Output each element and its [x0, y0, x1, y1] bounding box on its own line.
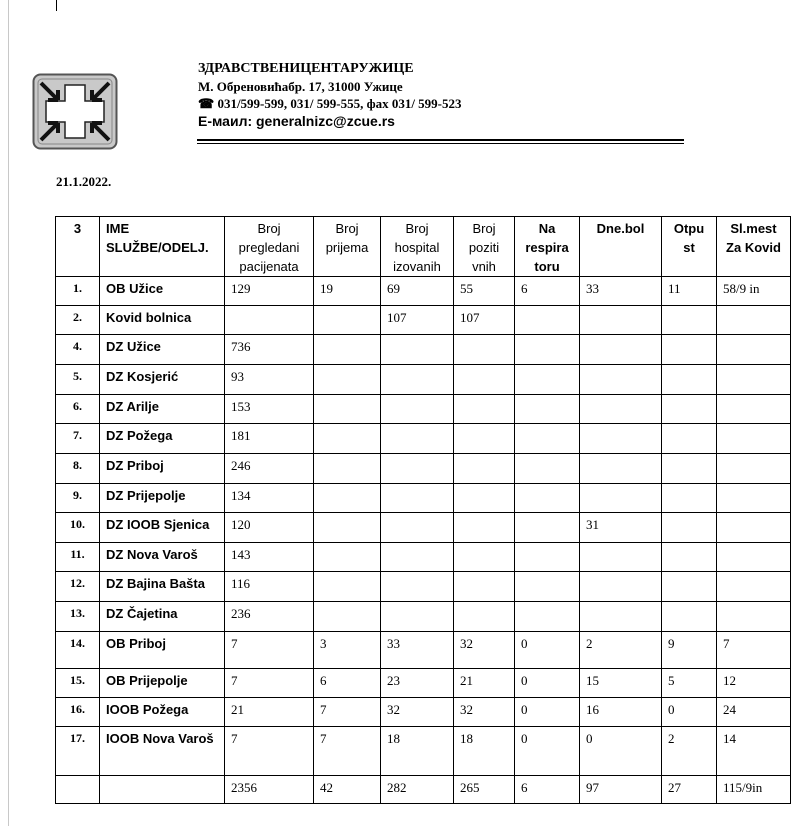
value-cell	[580, 484, 662, 513]
row-number-cell: 9.	[56, 484, 100, 513]
value-cell: 5	[662, 669, 717, 698]
value-cell	[314, 572, 381, 602]
value-cell: 31	[580, 513, 662, 543]
value-cell	[381, 543, 454, 572]
value-cell	[314, 602, 381, 632]
value-cell	[381, 572, 454, 602]
row-number-cell: 2.	[56, 306, 100, 335]
value-cell	[662, 335, 717, 365]
value-cell: 93	[225, 365, 314, 395]
value-cell: 18	[381, 727, 454, 776]
row-number-cell	[56, 776, 100, 804]
value-cell	[515, 543, 580, 572]
value-cell: 282	[381, 776, 454, 804]
value-cell	[515, 335, 580, 365]
value-cell: 42	[314, 776, 381, 804]
value-cell	[454, 602, 515, 632]
value-cell	[515, 395, 580, 424]
table-row	[56, 306, 791, 335]
value-cell	[717, 602, 791, 632]
value-cell: 6	[314, 669, 381, 698]
value-cell	[454, 543, 515, 572]
department-name-cell: Kovid bolnica	[100, 306, 225, 335]
table-row	[56, 365, 791, 395]
value-cell: 0	[515, 698, 580, 727]
value-cell	[662, 306, 717, 335]
row-number-cell: 5.	[56, 365, 100, 395]
value-cell: 143	[225, 543, 314, 572]
value-cell	[662, 572, 717, 602]
value-cell	[225, 306, 314, 335]
header-rule-thick	[197, 139, 684, 141]
table-row	[56, 572, 791, 602]
value-cell: 246	[225, 454, 314, 484]
value-cell: 129	[225, 277, 314, 306]
value-cell: 236	[225, 602, 314, 632]
department-name-cell: IOOB Požega	[100, 698, 225, 727]
col-header-examined: Broj pregledani pacijenata	[225, 217, 314, 277]
value-cell	[381, 454, 454, 484]
value-cell: 15	[580, 669, 662, 698]
value-cell	[515, 365, 580, 395]
value-cell: 11	[662, 277, 717, 306]
department-name-cell: DZ Bajina Bašta	[100, 572, 225, 602]
value-cell	[662, 395, 717, 424]
value-cell	[580, 454, 662, 484]
value-cell	[314, 484, 381, 513]
value-cell: 33	[381, 632, 454, 669]
department-name-cell: IOOB Nova Varoš	[100, 727, 225, 776]
value-cell	[717, 395, 791, 424]
value-cell	[515, 306, 580, 335]
value-cell: 7	[225, 632, 314, 669]
value-cell: 14	[717, 727, 791, 776]
value-cell	[662, 602, 717, 632]
row-number-cell: 11.	[56, 543, 100, 572]
value-cell	[381, 602, 454, 632]
value-cell	[717, 513, 791, 543]
value-cell: 0	[515, 632, 580, 669]
col-header-number: 3	[56, 217, 100, 277]
value-cell: 7	[225, 669, 314, 698]
value-cell	[580, 543, 662, 572]
value-cell	[454, 572, 515, 602]
value-cell	[717, 572, 791, 602]
value-cell: 32	[454, 632, 515, 669]
department-name-cell: DZ Užice	[100, 335, 225, 365]
value-cell	[454, 335, 515, 365]
value-cell: 55	[454, 277, 515, 306]
value-cell	[454, 454, 515, 484]
value-cell: 23	[381, 669, 454, 698]
value-cell	[580, 572, 662, 602]
department-name-cell: OB Priboj	[100, 632, 225, 669]
table-header-row	[56, 217, 791, 277]
row-number-cell: 17.	[56, 727, 100, 776]
value-cell	[580, 395, 662, 424]
department-name-cell: OB Prijepolje	[100, 669, 225, 698]
table-row	[56, 395, 791, 424]
value-cell: 134	[225, 484, 314, 513]
value-cell	[662, 543, 717, 572]
department-name-cell: DZ Čajetina	[100, 602, 225, 632]
department-name-cell	[100, 776, 225, 804]
value-cell	[381, 513, 454, 543]
col-header-discharged: Otpu st	[662, 217, 717, 277]
hospital-report-table	[55, 216, 791, 804]
value-cell	[381, 365, 454, 395]
value-cell	[454, 513, 515, 543]
value-cell	[454, 365, 515, 395]
col-header-hospitalized: Broj hospital izovanih	[381, 217, 454, 277]
table-row	[56, 632, 791, 669]
address-line: М. Обреновићабр. 17, 31000 Ужице	[198, 79, 403, 94]
value-cell	[314, 365, 381, 395]
value-cell: 16	[580, 698, 662, 727]
value-cell: 19	[314, 277, 381, 306]
table-row	[56, 698, 791, 727]
col-header-free-covid-beds: Sl.mest Za Kovid	[717, 217, 791, 277]
value-cell: 7	[717, 632, 791, 669]
value-cell	[717, 306, 791, 335]
department-name-cell: DZ IOOB Sjenica	[100, 513, 225, 543]
value-cell	[381, 395, 454, 424]
department-name-cell: DZ Nova Varoš	[100, 543, 225, 572]
value-cell: 33	[580, 277, 662, 306]
value-cell	[314, 513, 381, 543]
value-cell: 181	[225, 424, 314, 454]
value-cell: 69	[381, 277, 454, 306]
value-cell: 0	[662, 698, 717, 727]
value-cell	[580, 424, 662, 454]
value-cell: 3	[314, 632, 381, 669]
value-cell	[381, 335, 454, 365]
value-cell	[662, 484, 717, 513]
value-cell: 2356	[225, 776, 314, 804]
value-cell: 32	[381, 698, 454, 727]
row-number-cell: 10.	[56, 513, 100, 543]
value-cell: 115/9in	[717, 776, 791, 804]
value-cell: 0	[580, 727, 662, 776]
value-cell: 107	[454, 306, 515, 335]
row-number-cell: 8.	[56, 454, 100, 484]
value-cell: 265	[454, 776, 515, 804]
table-row	[56, 454, 791, 484]
value-cell	[662, 424, 717, 454]
value-cell: 736	[225, 335, 314, 365]
row-number-cell: 15.	[56, 669, 100, 698]
value-cell	[381, 484, 454, 513]
value-cell: 21	[225, 698, 314, 727]
value-cell: 58/9 in	[717, 277, 791, 306]
row-number-cell: 16.	[56, 698, 100, 727]
value-cell	[314, 395, 381, 424]
row-number-cell: 1.	[56, 277, 100, 306]
department-name-cell: DZ Arilje	[100, 395, 225, 424]
value-cell	[717, 454, 791, 484]
value-cell	[314, 543, 381, 572]
health-center-cross-logo-icon	[32, 73, 118, 150]
col-header-hospital-days: Dne.bol	[580, 217, 662, 277]
value-cell: 18	[454, 727, 515, 776]
value-cell	[314, 335, 381, 365]
value-cell: 24	[717, 698, 791, 727]
value-cell	[662, 454, 717, 484]
value-cell	[381, 424, 454, 454]
row-number-cell: 12.	[56, 572, 100, 602]
value-cell: 2	[662, 727, 717, 776]
table-row	[56, 727, 791, 776]
table-row	[56, 602, 791, 632]
header-rule-thin	[197, 143, 684, 144]
value-cell	[580, 335, 662, 365]
row-number-cell: 4.	[56, 335, 100, 365]
table-row	[56, 277, 791, 306]
department-name-cell: DZ Kosjerić	[100, 365, 225, 395]
value-cell: 116	[225, 572, 314, 602]
row-number-cell: 7.	[56, 424, 100, 454]
value-cell: 0	[515, 669, 580, 698]
value-cell	[515, 484, 580, 513]
value-cell: 32	[454, 698, 515, 727]
value-cell	[662, 513, 717, 543]
value-cell	[717, 484, 791, 513]
value-cell	[717, 424, 791, 454]
email-line: E-маил: generalnizc@zcue.rs	[198, 113, 395, 129]
value-cell: 12	[717, 669, 791, 698]
row-number-cell: 14.	[56, 632, 100, 669]
value-cell	[314, 454, 381, 484]
row-number-cell: 6.	[56, 395, 100, 424]
value-cell	[717, 365, 791, 395]
col-header-respirator: Na respira toru	[515, 217, 580, 277]
value-cell	[454, 395, 515, 424]
value-cell	[515, 424, 580, 454]
department-name-cell: DZ Prijepolje	[100, 484, 225, 513]
table-row	[56, 335, 791, 365]
department-name-cell: DZ Priboj	[100, 454, 225, 484]
value-cell: 2	[580, 632, 662, 669]
value-cell	[580, 365, 662, 395]
table-row	[56, 669, 791, 698]
report-date: 21.1.2022.	[56, 174, 112, 189]
value-cell	[515, 572, 580, 602]
value-cell	[515, 602, 580, 632]
col-header-admissions: Broj prijema	[314, 217, 381, 277]
department-name-cell: DZ Požega	[100, 424, 225, 454]
value-cell	[717, 335, 791, 365]
value-cell	[580, 306, 662, 335]
value-cell: 7	[314, 698, 381, 727]
value-cell	[314, 306, 381, 335]
value-cell: 7	[314, 727, 381, 776]
value-cell	[662, 365, 717, 395]
value-cell: 107	[381, 306, 454, 335]
department-name-cell: OB Užice	[100, 277, 225, 306]
value-cell: 6	[515, 776, 580, 804]
col-header-name: IME SLUŽBE/ODELJ.	[100, 217, 225, 277]
text-cursor	[56, 0, 57, 11]
table-row	[56, 484, 791, 513]
col-header-positive: Broj poziti vnih	[454, 217, 515, 277]
value-cell	[454, 424, 515, 454]
value-cell	[580, 602, 662, 632]
value-cell	[717, 543, 791, 572]
value-cell: 0	[515, 727, 580, 776]
value-cell: 6	[515, 277, 580, 306]
table-row	[56, 424, 791, 454]
table-row	[56, 513, 791, 543]
value-cell: 153	[225, 395, 314, 424]
phone-line: ☎ 031/599-599, 031/ 599-555, фах 031/ 599-523	[198, 96, 462, 111]
value-cell: 9	[662, 632, 717, 669]
value-cell	[314, 424, 381, 454]
value-cell: 7	[225, 727, 314, 776]
value-cell	[515, 454, 580, 484]
organization-name: ЗДРАВСТВЕНИЦЕНТАРУЖИЦЕ	[198, 61, 414, 76]
value-cell: 97	[580, 776, 662, 804]
totals-row	[56, 776, 791, 804]
row-number-cell: 13.	[56, 602, 100, 632]
value-cell: 120	[225, 513, 314, 543]
value-cell	[515, 513, 580, 543]
value-cell: 27	[662, 776, 717, 804]
value-cell: 21	[454, 669, 515, 698]
letterhead	[198, 60, 462, 130]
table-row	[56, 543, 791, 572]
value-cell	[454, 484, 515, 513]
